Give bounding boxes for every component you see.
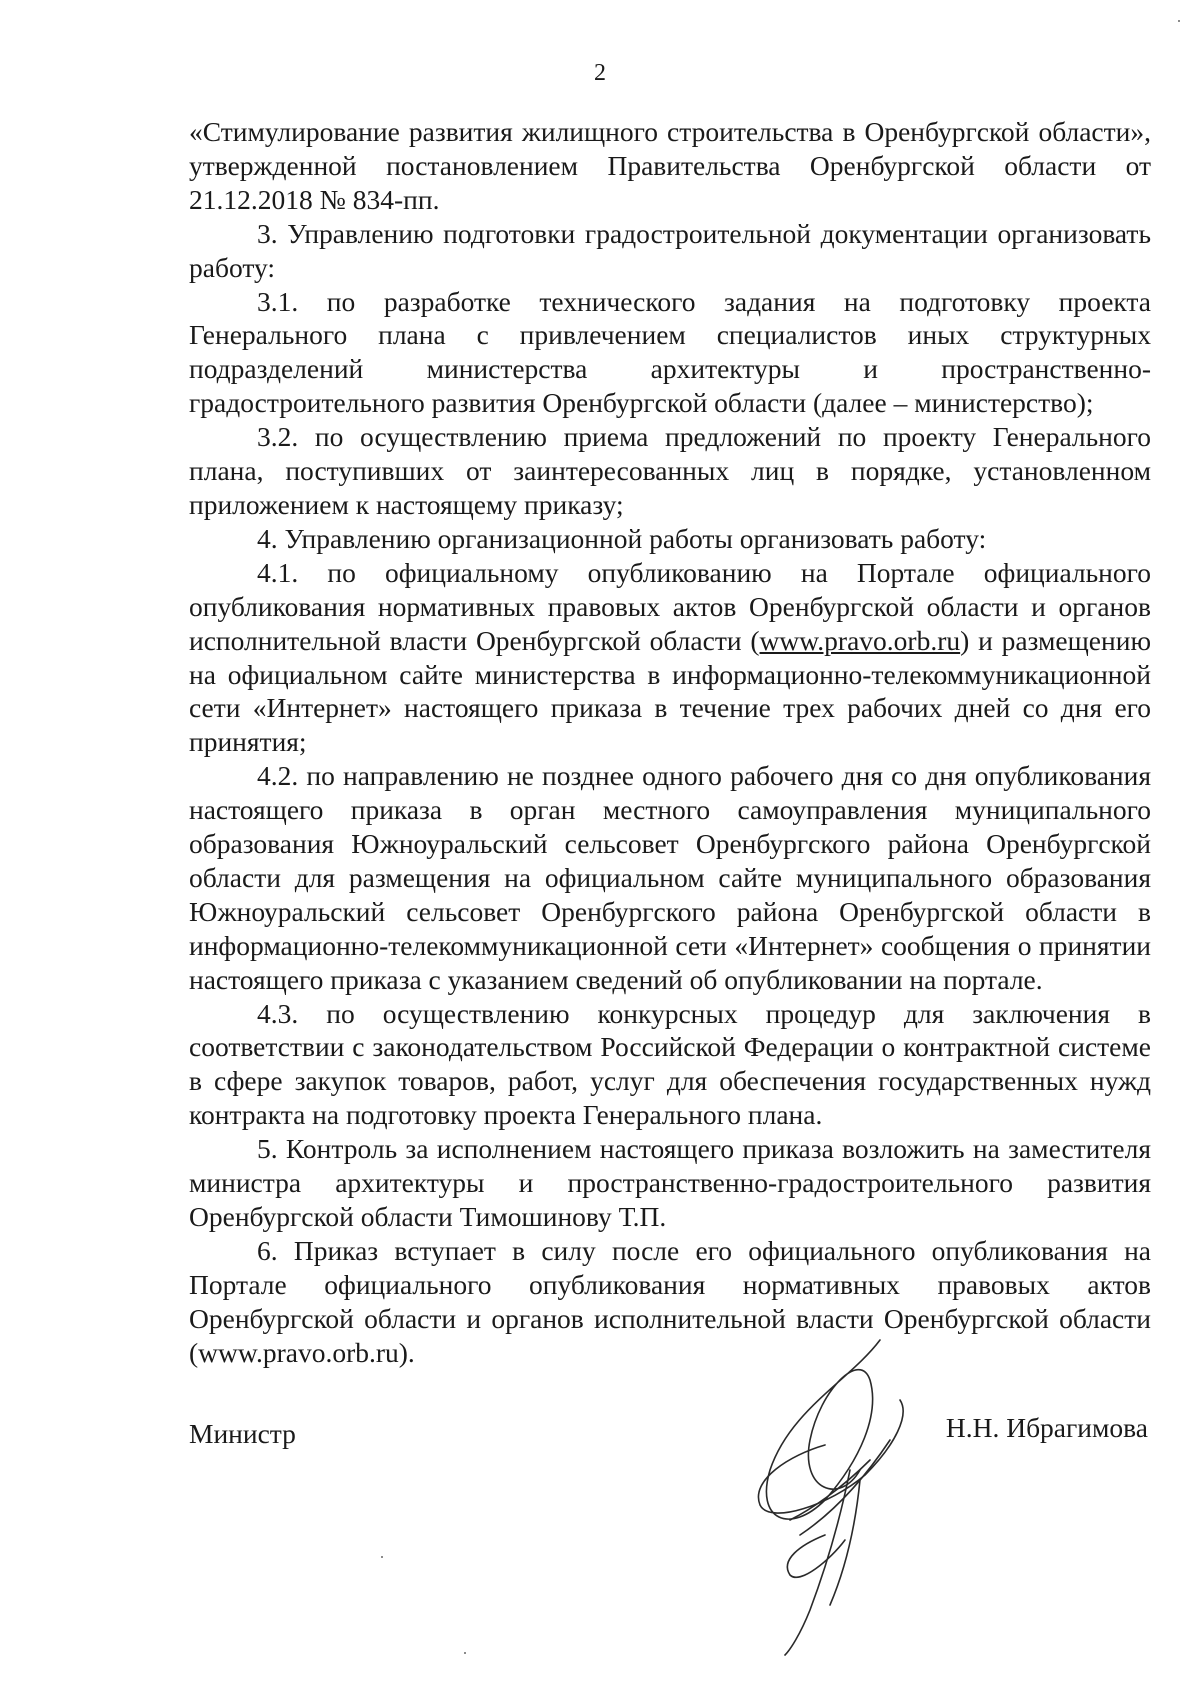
paragraph-item-6: 6. Приказ вступает в силу после его официального опубликования на Портале официального опубликования нормативных правовых актов Оренбургской области и органов исполнительной власти Оренбургской области (www.pravo.orb.ru).: [189, 1234, 1151, 1368]
paragraph-item-4-1-text-after: ) и размещению на официальном сайте министерства в информационно-телекоммуникационной сети «Интернет» настоящего приказа в течение трех рабочих дней со дня его принятия;: [189, 624, 1151, 758]
handwritten-signature: [730, 1320, 960, 1660]
paragraph-item-4-2: 4.2. по направлению не позднее одного рабочего дня со дня опубликования настоящего приказа в орган местного самоуправления муниципального образования Южноуральский сельсовет Оренбургского района Оренбургской области для размещения на официальном сайте муниципального образования Южноуральский сельсовет Оренбургского района Оренбургской области в информационно-телекоммуникационной сети «Интернет» сообщения о принятии настоящего приказа с указанием сведений об опубликовании на портале.: [189, 760, 1151, 995]
signatory-name: Н.Н. Ибрагимова: [945, 1412, 1148, 1443]
paragraph-continuation: «Стимулирование развития жилищного строительства в Оренбургской области», утвержденной постановлением Правительства Оренбургской области от 21.12.2018 № 834-пп.: [189, 116, 1151, 215]
document-body: [189, 115, 1151, 1370]
scan-speck: [1178, 20, 1180, 22]
page-number: 2: [594, 60, 606, 86]
pravo-link[interactable]: www.pravo.orb.ru: [759, 624, 961, 656]
paragraph-item-4-3: 4.3. по осуществлению конкурсных процедур для заключения в соответствии с законодательством Российской Федерации о контрактной системе в сфере закупок товаров, работ, услуг для обеспечения государственных нужд контракта на подготовку проекта Генерального плана.: [189, 997, 1151, 1131]
paragraph-item-4: 4. Управлению организационной работы организовать работу:: [257, 522, 987, 554]
paragraph-item-5: 5. Контроль за исполнением настоящего приказа возложить на заместителя министра архитектуры и пространственно-градостроительного развития Оренбургской области Тимошинову Т.П.: [189, 1133, 1151, 1232]
paragraph-item-4-1-text-before: 4.1. по официальному опубликованию на Портале официального опубликования нормативных правовых актов Оренбургской области и органов исполнительной власти Оренбургской области (: [189, 556, 1151, 656]
paragraph-item-3: 3. Управлению подготовки градостроительной документации организовать работу:: [189, 217, 1151, 283]
paragraph-item-4-1: [189, 556, 1151, 759]
signatory-title: Министр: [189, 1418, 296, 1449]
paragraph-item-3-2: 3.2. по осуществлению приема предложений по проекту Генерального плана, поступивших от заинтересованных лиц в порядке, установленном приложением к настоящему приказу;: [189, 421, 1151, 520]
scan-speck: [381, 1556, 383, 1558]
scan-speck: [464, 1652, 466, 1654]
paragraph-item-3-1: 3.1. по разработке технического задания на подготовку проекта Генерального плана с привлечением специалистов иных структурных подразделений министерства архитектуры и пространственно-градостроительного развития Оренбургской области (далее – министерство);: [189, 285, 1151, 419]
